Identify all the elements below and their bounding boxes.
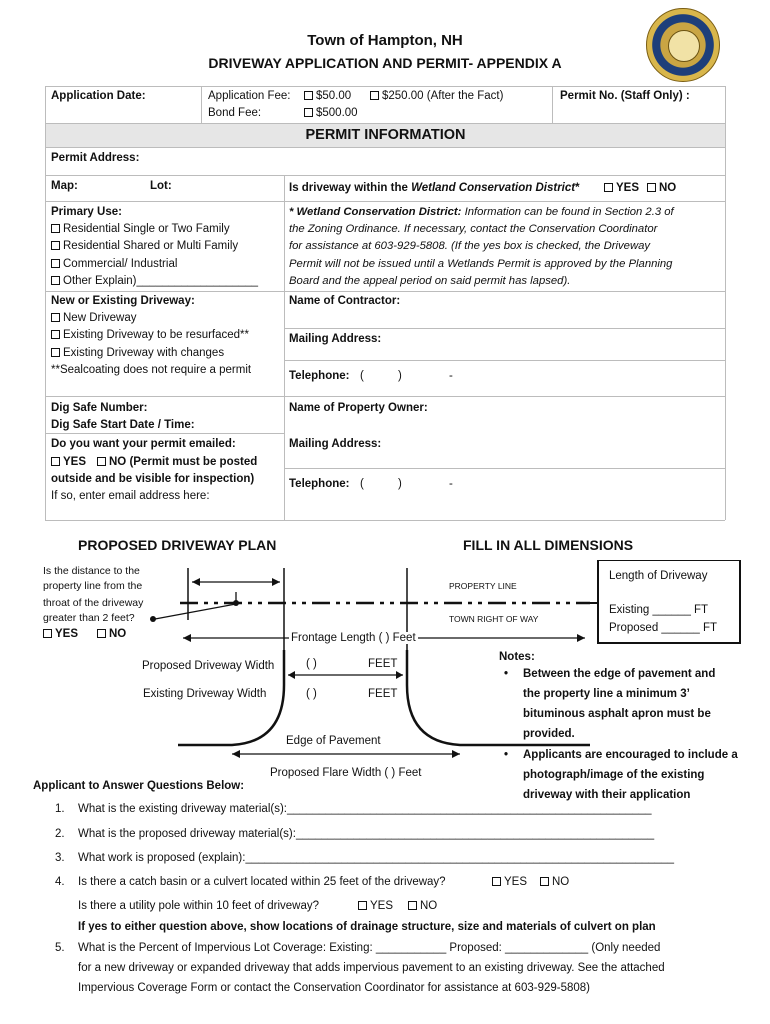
fee-50-option[interactable]: $50.00 xyxy=(304,90,351,102)
checkbox-icon[interactable] xyxy=(370,91,379,100)
use-option[interactable]: Residential Shared or Multi Family xyxy=(51,240,238,252)
q4b-no-option[interactable]: NO xyxy=(408,900,437,912)
contractor-mailing-address-field[interactable]: Mailing Address: xyxy=(289,333,382,345)
checkbox-icon[interactable] xyxy=(51,313,60,322)
contractor-name-field[interactable]: Name of Contractor: xyxy=(289,295,401,307)
existing-width-field[interactable]: ( ) xyxy=(306,688,317,700)
question-1-field[interactable]: What is the existing driveway material(s):_________________________________________________________ xyxy=(78,803,652,815)
length-box-title: Length of Driveway xyxy=(609,570,708,582)
note-item: Applicants are encouraged to include a photograph/image of the existing driveway with their application xyxy=(523,749,738,801)
dig-safe-start-field[interactable]: Dig Safe Start Date / Time: xyxy=(51,419,195,431)
proposed-width-field[interactable]: ( ) xyxy=(306,658,317,670)
tel-dash: - xyxy=(449,370,453,382)
question-4-note: If yes to either question above, show locations of drainage structure, size and materials of culvert on plan xyxy=(78,921,656,933)
email-no-note: outside and be visible for inspection) xyxy=(51,473,255,485)
checkbox-icon[interactable] xyxy=(408,901,417,910)
checkbox-icon[interactable] xyxy=(604,183,613,192)
question-number: 2. xyxy=(55,828,65,840)
question-2-field[interactable]: What is the proposed driveway material(s):________________________________________________________ xyxy=(78,828,655,840)
town-name: Town of Hampton, NH xyxy=(307,32,463,49)
plan-title: PROPOSED DRIVEWAY PLAN xyxy=(78,537,277,553)
q4b-yes-option[interactable]: YES xyxy=(358,900,393,912)
fee-250-option[interactable]: $250.00 (After the Fact) xyxy=(370,90,503,102)
permit-no-label: Permit No. (Staff Only) : xyxy=(560,90,690,102)
distance-no-option[interactable]: NO xyxy=(97,628,126,640)
checkbox-icon[interactable] xyxy=(358,901,367,910)
question-number: 3. xyxy=(55,852,65,864)
question-4b-text: Is there a utility pole within 10 feet of driveway? xyxy=(78,900,319,912)
checkbox-icon[interactable] xyxy=(304,108,313,117)
checkbox-icon[interactable] xyxy=(97,457,106,466)
form-title: DRIVEWAY APPLICATION AND PERMIT- APPENDIX A xyxy=(208,55,562,71)
checkbox-icon[interactable] xyxy=(51,259,60,268)
wetland-no-option[interactable]: NO xyxy=(647,182,676,194)
q4-yes-option[interactable]: YES xyxy=(492,876,527,888)
use-option[interactable]: Residential Single or Two Family xyxy=(51,223,230,235)
question-number: 1. xyxy=(55,803,65,815)
email-address-field[interactable]: If so, enter email address here: xyxy=(51,490,210,502)
driveway-option[interactable]: New Driveway xyxy=(51,312,137,324)
checkbox-icon[interactable] xyxy=(51,224,60,233)
tel-paren-close: ) xyxy=(398,478,402,490)
length-existing-field[interactable]: Existing ______ FT xyxy=(609,604,709,616)
tel-paren-open: ( xyxy=(360,370,364,382)
checkbox-icon[interactable] xyxy=(51,457,60,466)
distance-question-line: greater than 2 feet? xyxy=(43,612,135,624)
lot-field[interactable]: Lot: xyxy=(150,180,172,192)
flare-width-field[interactable]: Proposed Flare Width ( ) Feet xyxy=(270,767,422,779)
questions-heading: Applicant to Answer Questions Below: xyxy=(33,780,245,792)
bullet-icon: • xyxy=(504,668,509,680)
wetland-note-line: the Zoning Ordinance. If necessary, contact the Conservation Coordinator xyxy=(289,223,658,235)
use-option[interactable]: Commercial/ Industrial xyxy=(51,258,177,270)
wetland-note-line: * Wetland Conservation District: Information can be found in Section 2.3 of xyxy=(289,206,674,218)
distance-question-line: property line from the xyxy=(43,580,143,592)
feet-label: FEET xyxy=(368,658,398,670)
permit-address-field[interactable]: Permit Address: xyxy=(51,152,140,164)
wetland-yes-option[interactable]: YES xyxy=(604,182,639,194)
primary-use-label: Primary Use: xyxy=(51,206,122,218)
checkbox-icon[interactable] xyxy=(51,348,60,357)
email-no-option[interactable]: NO (Permit must be posted xyxy=(97,456,257,468)
permit-info-heading: PERMIT INFORMATION xyxy=(305,127,466,143)
question-number: 5. xyxy=(55,942,65,954)
new-existing-label: New or Existing Driveway: xyxy=(51,295,195,307)
question-5-text: Impervious Coverage Form or contact the Conservation Coordinator for assistance at 603-929-5808) xyxy=(78,982,591,994)
wetland-note-line: Board and the appeal period on said permit has lapsed). xyxy=(289,275,571,287)
checkbox-icon[interactable] xyxy=(647,183,656,192)
distance-question-line: throat of the driveway xyxy=(43,597,144,609)
checkbox-icon[interactable] xyxy=(51,276,60,285)
wetland-note-line: for assistance at 603-929-5808. (If the yes box is checked, the Driveway xyxy=(289,240,651,252)
town-row-label: TOWN RIGHT OF WAY xyxy=(449,614,539,624)
use-option[interactable]: Other Explain)___________________ xyxy=(51,275,258,287)
bullet-icon: • xyxy=(504,749,509,761)
length-proposed-field[interactable]: Proposed ______ FT xyxy=(609,622,718,634)
question-4-text: Is there a catch basin or a culvert located within 25 feet of the driveway? xyxy=(78,876,446,888)
sealcoat-note: **Sealcoating does not require a permit xyxy=(51,364,252,376)
question-5-field[interactable]: What is the Percent of Impervious Lot Coverage: Existing: ___________ Proposed: _____________ (Only needed xyxy=(78,942,661,954)
edge-of-pavement-label: Edge of Pavement xyxy=(286,735,381,747)
driveway-option[interactable]: Existing Driveway to be resurfaced** xyxy=(51,329,249,341)
fill-dimensions-title: FILL IN ALL DIMENSIONS xyxy=(463,537,634,553)
bond-500-option[interactable]: $500.00 xyxy=(304,107,358,119)
wetland-note-line: Permit will not be issued until a Wetlands Permit is approved by the Planning xyxy=(289,258,673,270)
property-line-label: PROPERTY LINE xyxy=(449,581,517,591)
owner-name-field[interactable]: Name of Property Owner: xyxy=(289,402,428,414)
notes-title: Notes: xyxy=(499,651,535,663)
contractor-telephone-field[interactable]: Telephone: xyxy=(289,370,350,382)
proposed-width-label: Proposed Driveway Width xyxy=(142,660,275,672)
tel-paren-close: ) xyxy=(398,370,402,382)
distance-question-line: Is the distance to the xyxy=(43,565,140,577)
checkbox-icon[interactable] xyxy=(51,330,60,339)
town-seal-logo xyxy=(646,8,720,82)
q4-no-option[interactable]: NO xyxy=(540,876,569,888)
feet-label: FEET xyxy=(368,688,398,700)
application-fee-label: Application Fee: xyxy=(208,90,291,102)
frontage-length-field[interactable]: Frontage Length ( ) Feet xyxy=(291,632,416,644)
map-field[interactable]: Map: xyxy=(51,180,78,192)
checkbox-icon[interactable] xyxy=(304,91,313,100)
email-question: Do you want your permit emailed: xyxy=(51,438,236,450)
checkbox-icon[interactable] xyxy=(540,877,549,886)
question-number: 4. xyxy=(55,876,65,888)
distance-yes-option[interactable]: YES xyxy=(43,628,78,640)
checkbox-icon[interactable] xyxy=(492,877,501,886)
tel-dash: - xyxy=(449,478,453,490)
dig-safe-number-field[interactable]: Dig Safe Number: xyxy=(51,402,148,414)
note-item: Between the edge of pavement and the property line a minimum 3’ bituminous asphalt apron must be provided. xyxy=(523,668,716,740)
question-3-field[interactable]: What work is proposed (explain):___________________________________________________________________ xyxy=(78,852,674,864)
existing-width-label: Existing Driveway Width xyxy=(143,688,267,700)
wetland-question: Is driveway within the Wetland Conservation District* xyxy=(289,182,580,194)
tel-paren-open: ( xyxy=(360,478,364,490)
owner-mailing-address-field[interactable]: Mailing Address: xyxy=(289,438,382,450)
owner-telephone-field[interactable]: Telephone: xyxy=(289,478,350,490)
bond-fee-label: Bond Fee: xyxy=(208,107,262,119)
application-date-label: Application Date: xyxy=(51,90,146,102)
checkbox-icon[interactable] xyxy=(51,241,60,250)
driveway-option[interactable]: Existing Driveway with changes xyxy=(51,347,224,359)
email-yes-option[interactable]: YES xyxy=(51,456,86,468)
question-5-text: for a new driveway or expanded driveway that adds impervious pavement to an existing driveway. See the attached xyxy=(78,962,665,974)
